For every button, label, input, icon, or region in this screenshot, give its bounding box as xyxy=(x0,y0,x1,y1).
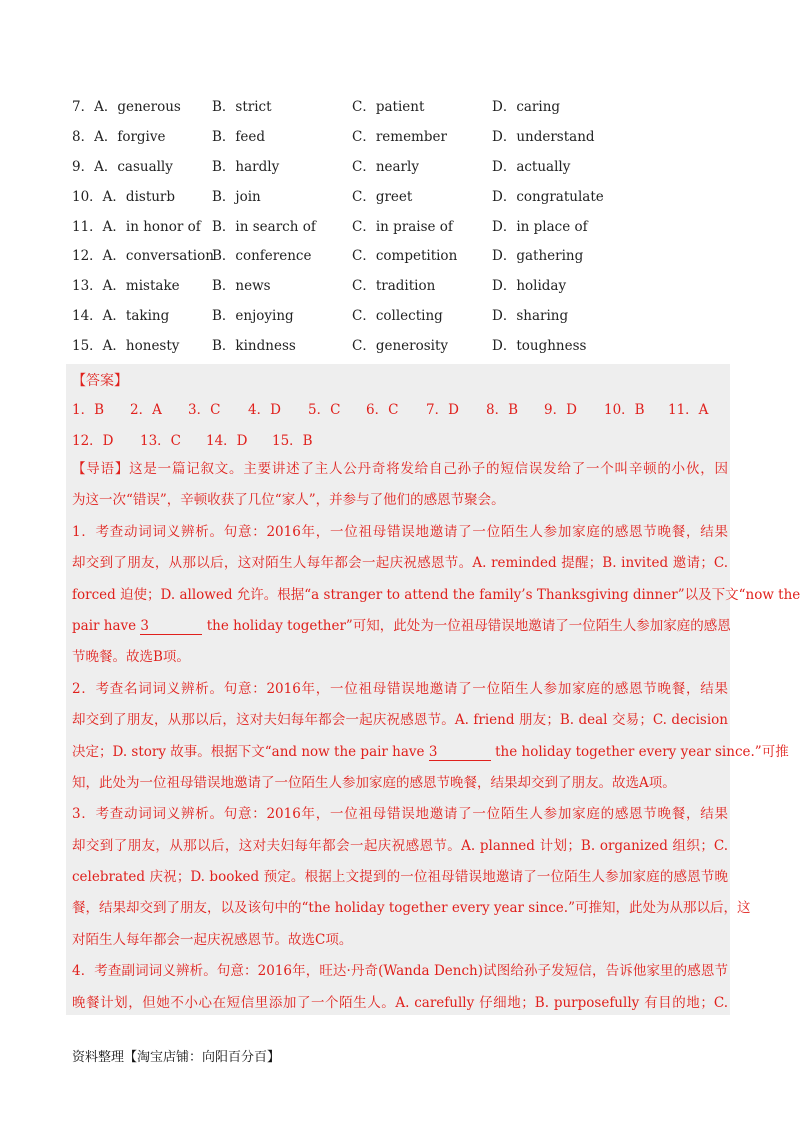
item1-line: 节晚餐。故选B项。 xyxy=(72,649,190,666)
option-b: B．feed xyxy=(212,128,266,145)
intro-line: 为这一次“错误”，辛顿收获了几位“家人”，并参与了他们的感恩节聚会。 xyxy=(72,492,505,509)
option-row-13 xyxy=(72,275,732,305)
option-a: 13．A．mistake xyxy=(72,278,180,295)
answer-item: 12．D xyxy=(72,433,114,449)
answer-item: 3．C xyxy=(188,402,221,418)
option-row-12 xyxy=(72,245,732,275)
option-c: C．patient xyxy=(352,99,425,115)
option-b: B．news xyxy=(212,278,271,295)
option-row-15 xyxy=(72,335,732,365)
answer-item: 6．C xyxy=(366,402,399,418)
options-list xyxy=(72,96,732,365)
option-c: C．in praise of xyxy=(352,218,453,235)
answer-item: 8．B xyxy=(486,402,519,418)
item1-line: 却交到了朋友，从那以后，这对陌生人每年都会一起庆祝感恩节。A. reminded 提醒；B. invited 邀请；C. xyxy=(72,555,728,572)
option-a: 9．A．casually xyxy=(72,158,173,175)
item4-line: 4．考查副词词义辨析。句意：2016年，旺达·丹奇(Wanda Dench)试图给孙子发短信，告诉他家里的感恩节 xyxy=(72,963,728,980)
answer-item: 13．C xyxy=(140,433,182,449)
option-row-11 xyxy=(72,216,732,246)
option-a: 7．A．generous xyxy=(72,99,181,115)
item1-line: pair have 3 the holiday together”可知，此处为一位祖母错误地邀请了一位陌生人参加家庭的感恩 xyxy=(72,617,731,634)
option-a: 12．A．conversation xyxy=(72,248,214,265)
answer-item: 9．D xyxy=(544,402,577,418)
item1-line: forced 迫使；D. allowed 允许。根据“a stranger to attend the family’s Thanksgiving dinner”以及下文“now the xyxy=(72,586,800,603)
answer-item: 2．A xyxy=(130,402,162,418)
answer-item: 7．D xyxy=(426,402,459,418)
answer-heading: 【答案】 xyxy=(72,373,128,389)
option-b: B．kindness xyxy=(212,338,296,355)
option-a: 10．A．disturb xyxy=(72,188,176,205)
explanation-text xyxy=(72,458,800,1023)
item2-line: 知，此处为一位祖母错误地邀请了一位陌生人参加家庭的感恩节晚餐，结果却交到了朋友。故选A项。 xyxy=(72,774,676,791)
option-c: C．tradition xyxy=(352,278,436,295)
blank-underline: 3 xyxy=(429,744,491,761)
option-b: B．strict xyxy=(212,99,272,115)
option-row-7 xyxy=(72,96,732,126)
option-b: B．in search of xyxy=(212,218,316,235)
option-a: 11．A．in honor of xyxy=(72,218,201,235)
item3-line: 3．考查动词词义辨析。句意：2016年，一位祖母错误地邀请了一位陌生人参加家庭的感恩节晚餐，结果 xyxy=(72,806,728,823)
option-c: C．remember xyxy=(352,128,447,145)
option-d: D．caring xyxy=(492,99,561,115)
option-d: D．actually xyxy=(492,158,571,175)
option-a: 14．A．taking xyxy=(72,308,170,325)
intro-line: 【导语】这是一篇记叙文。主要讲述了主人公丹奇将发给自己孙子的短信误发给了一个叫辛顿的小伙，因 xyxy=(72,461,728,477)
answer-key-row-1 xyxy=(72,398,732,420)
item2-line: 却交到了朋友，从那以后，这对夫妇每年都会一起庆祝感恩节。A. friend 朋友；B. deal 交易；C. decision xyxy=(72,712,728,729)
blank-underline: 3 xyxy=(140,618,202,635)
answer-item: 14．D xyxy=(206,433,248,449)
option-d: D．holiday xyxy=(492,278,567,295)
footer-source: 资料整理【淘宝店铺：向阳百分百】 xyxy=(72,1050,281,1065)
option-c: C．greet xyxy=(352,188,413,205)
option-row-10 xyxy=(72,186,732,216)
answer-item: 11．A xyxy=(668,402,709,418)
answer-item: 1．B xyxy=(72,402,105,418)
option-row-14 xyxy=(72,305,732,335)
option-c: C．competition xyxy=(352,248,458,265)
option-d: D．gathering xyxy=(492,248,584,265)
option-b: B．hardly xyxy=(212,158,280,175)
option-d: D．sharing xyxy=(492,308,569,325)
item1-line: 1．考查动词词义辨析。句意：2016年，一位祖母错误地邀请了一位陌生人参加家庭的感恩节晚餐，结果 xyxy=(72,523,728,540)
option-d: D．toughness xyxy=(492,338,587,355)
answer-item: 15．B xyxy=(272,433,313,449)
item2-line: 2．考查名词词义辨析。句意：2016年，一位祖母错误地邀请了一位陌生人参加家庭的感恩节晚餐，结果 xyxy=(72,680,728,697)
option-b: B．enjoying xyxy=(212,308,294,325)
option-c: C．collecting xyxy=(352,308,443,325)
item3-line: 却交到了朋友，从那以后，这对夫妇每年都会一起庆祝感恩节。A. planned 计划；B. organized 组织；C. xyxy=(72,837,728,854)
item4-line: 晚餐计划，但她不小心在短信里添加了一个陌生人。A. carefully 仔细地；B. purposefully 有目的地；C. xyxy=(72,994,728,1011)
answer-key-row-2 xyxy=(72,429,472,451)
option-b: B．conference xyxy=(212,248,312,265)
option-d: D．in place of xyxy=(492,218,588,235)
option-b: B．join xyxy=(212,188,261,205)
option-row-9 xyxy=(72,156,732,186)
option-d: D．understand xyxy=(492,128,595,145)
item3-line: celebrated 庆祝；D. booked 预定。根据上文提到的一位祖母错误地邀请了一位陌生人参加家庭的感恩节晚 xyxy=(72,869,728,886)
option-a: 8．A．forgive xyxy=(72,128,166,145)
answer-item: 10．B xyxy=(604,402,645,418)
option-row-8 xyxy=(72,126,732,156)
option-d: D．congratulate xyxy=(492,188,604,205)
option-c: C．nearly xyxy=(352,158,419,175)
option-c: C．generosity xyxy=(352,338,449,355)
item3-line: 餐，结果却交到了朋友，以及该句中的“the holiday together every year since.”可推知，此处为从那以后，这 xyxy=(72,900,751,917)
answer-item: 5．C xyxy=(308,402,341,418)
item2-line: 决定；D. story 故事。根据下文“and now the pair have 3 the holiday together every year since.”可推 xyxy=(72,743,789,760)
item3-line: 对陌生人每年都会一起庆祝感恩节。故选C项。 xyxy=(72,931,353,948)
answer-item: 4．D xyxy=(248,402,281,418)
option-a: 15．A．honesty xyxy=(72,338,180,355)
